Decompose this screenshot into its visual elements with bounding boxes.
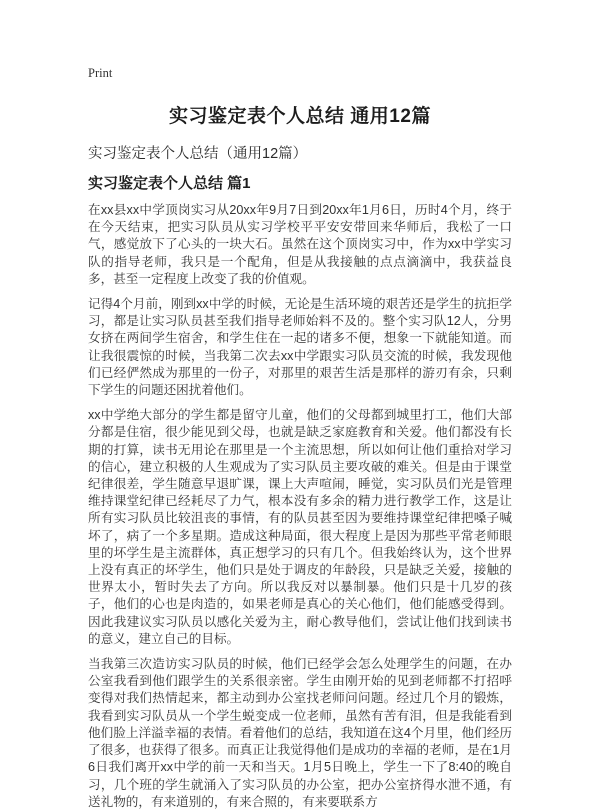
section-heading: 实习鉴定表个人总结 篇1 bbox=[88, 175, 251, 192]
document-subtitle: 实习鉴定表个人总结（通用12篇） bbox=[88, 146, 308, 162]
page-title: 实习鉴定表个人总结 通用12篇 bbox=[169, 106, 431, 127]
paragraph-4: 当我第三次造访实习队员的时候，他们已经学会怎么处理学生的问题，在办公室我看到他们跟学生的关系很亲密。学生由刚开始的见到老师都不打招呼变得对我们热情起来，都主动到办公室找老师问问题。经过几个月的锻炼，我看到实习队员从一个学生蜕变成一位老师，虽然有苦有泪，但是我能看到他们脸上洋溢幸福的表情。看着他们的总结，我知道在这4个月里，他们经历了很多，也获得了很多。而真正让我觉得他们是成功的幸福的老师，是在1月6日我们离开xx中学的前一天和当天。1月5日晚上，学生一下了8:40的晚自习，几个班的学生就涌入了实习队员的办公室，把办公室挤得水泄不通，有送礼物的，有来道别的，有来合照的，有来要联系方 bbox=[88, 657, 512, 809]
paragraph-1: 在xx县xx中学顶岗实习从20xx年9月7日到20xx年1月6日，历时4个月，终于在今天结束，把实习队员从实习学校平平安安带回来华师后，我松了一口气，感觉放下了心头的一块大石。虽然在这个顶岗实习中，作为xx中学实习队的指导老师，我只是一个配角，但是从我接触的点点滴滴中，我获益良多，甚至一定程度上改变了我的价值观。 bbox=[88, 203, 512, 286]
article-body bbox=[88, 202, 512, 811]
print-link[interactable]: Print bbox=[88, 66, 113, 80]
paragraph-3: xx中学绝大部分的学生都是留守儿童，他们的父母都到城里打工，他们大部分都是住宿，很少能见到父母，也就是缺乏家庭教育和关爱。他们都没有长期的打算，读书无用论在那里是一个主流思想，所以如何让他们重拾对学习的信心，建立积极的人生观成为了实习队员主要攻破的难关。但是由于课堂纪律很差，学生随意早退旷课，课上大声喧闹，睡觉，实习队员们光是管理维持课堂纪律已经耗尽了力气，根本没有多余的精力进行教学工作，这是让所有实习队员比较沮丧的事情，有的队员甚至因为要维持课堂纪律把嗓子喊坏了，病了一个多星期。造成这种局面，很大程度上是因为那些平常老师眼里的坏学生是主流群体，真正想学习的只有几个。但我始终认为，这个世界上没有真正的坏学生，他们只是处于调皮的年龄段，只是缺乏关爱，接触的世界太小，暂时失去了方向。所以我反对以暴制暴。他们只是十几岁的孩子，他们的心也是肉造的，如果老师是真心的关心他们，他们能感受得到。因此我建议实习队员以感化关爱为主，耐心教导他们，尝试让他们找到读书的意义，建立自己的目标。 bbox=[88, 408, 512, 646]
paragraph-2: 记得4个月前，刚到xx中学的时候，无论是生活环境的艰苦还是学生的抗拒学习，都是让实习队员甚至我们指导老师始料不及的。整个实习队12人，分男女挤在两间学生宿舍，和学生住在一起的诸多不便，想象一下就能知道。而让我很震惊的时候，当我第二次去xx中学跟实习队员交流的时候，我发现他们已经俨然成为那里的一份子，对那里的艰苦生活是那样的游刃有余，只剩下学生的问题还困扰着他们。 bbox=[88, 297, 512, 398]
